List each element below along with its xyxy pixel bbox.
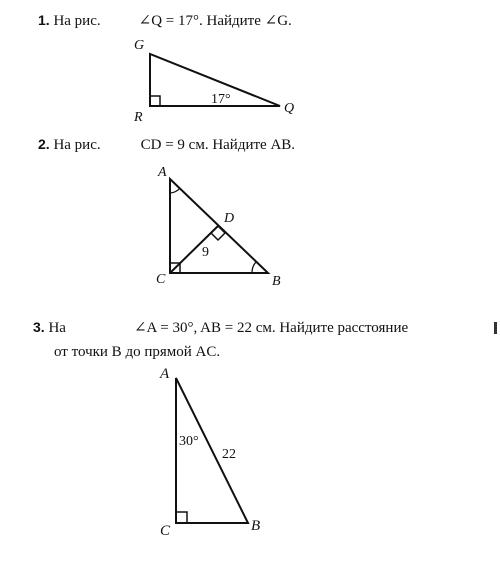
vertex-label-a: A: [158, 165, 167, 180]
problem-3-number: 3.: [33, 319, 45, 335]
problem-3-question-text: ∠A = 30°, AB = 22 см. Найдите расстояние: [133, 320, 409, 336]
problem-1-question-text: ∠Q = 17°. Найдите ∠G.: [138, 13, 292, 29]
angle-label-q: 17°: [211, 92, 231, 107]
problem-2-question-text: CD = 9 см. Найдите AB.: [140, 137, 296, 153]
segment-label-cd: 9: [202, 245, 209, 260]
side-label-ab: 22: [222, 447, 236, 462]
problem-3-question-text-line-2: от точки B до прямой AC.: [54, 344, 221, 360]
problem-3-lead-text: На: [48, 320, 66, 336]
vertex-label-a-3: A: [160, 366, 170, 382]
triangle-abc-3-shape: [176, 378, 248, 523]
vertex-label-r: R: [134, 110, 143, 125]
angle-label-a-3: 30°: [179, 434, 199, 449]
vertex-label-c-3: C: [160, 523, 171, 539]
problem-1-lead-text: На рис.: [53, 13, 101, 29]
triangle-abc-3: [176, 378, 248, 523]
right-angle-marker-c-3: [176, 512, 187, 523]
vertex-label-b: B: [272, 274, 281, 289]
problem-1-number: 1.: [38, 12, 50, 28]
problem-2-number: 2.: [38, 136, 50, 152]
vertex-label-d: D: [224, 211, 235, 226]
vertex-label-b-3: B: [251, 518, 261, 534]
vertex-label-q: Q: [284, 101, 295, 116]
vertex-label-g: G: [134, 38, 145, 53]
vertex-label-c: C: [156, 272, 166, 287]
problem-2-lead-text: На рис.: [53, 137, 101, 153]
